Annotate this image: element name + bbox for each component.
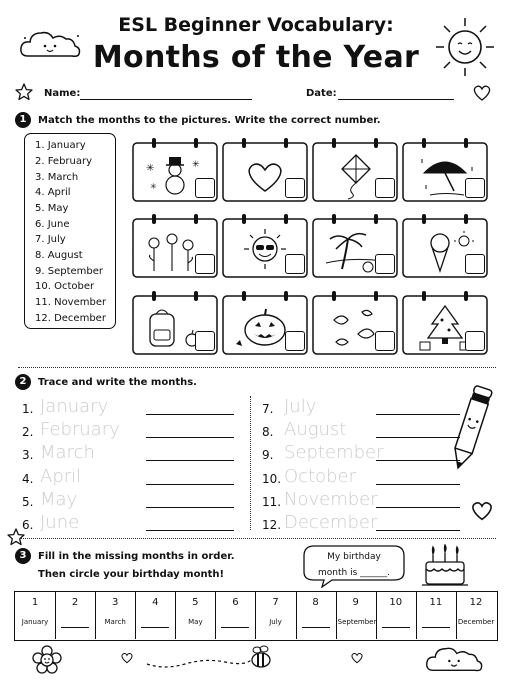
- list-item: 11. November: [35, 297, 107, 308]
- list-item: 6. June: [35, 219, 70, 230]
- write-line[interactable]: [376, 484, 460, 485]
- month-cell-label: September: [337, 618, 377, 626]
- answer-box[interactable]: [465, 178, 485, 198]
- trace-number: 5.: [22, 494, 34, 509]
- answer-box[interactable]: [375, 254, 395, 274]
- star-icon: [14, 82, 34, 102]
- calendar-picture-cell: [132, 137, 218, 201]
- calendar-picture-cell: [222, 290, 308, 354]
- month-cell[interactable]: [416, 592, 457, 639]
- section-2-number: 2: [15, 374, 31, 390]
- month-cell-label: January: [21, 618, 49, 626]
- month-list-box: [24, 133, 116, 329]
- trace-word: May: [40, 488, 78, 510]
- trace-number: 2.: [22, 425, 34, 440]
- heart-icon: [350, 652, 364, 664]
- calendar-picture-cell: [312, 213, 398, 277]
- month-cell-number: 4: [152, 597, 159, 608]
- write-line[interactable]: [376, 530, 460, 531]
- trace-word: July: [284, 396, 317, 417]
- month-blank-line[interactable]: [141, 627, 169, 628]
- month-cell[interactable]: [135, 592, 176, 639]
- trace-word: April: [40, 465, 82, 487]
- trace-word: October: [284, 465, 357, 487]
- month-cell-number: 7: [272, 597, 279, 608]
- list-item: 3. March: [35, 172, 79, 183]
- answer-box[interactable]: [465, 331, 485, 351]
- answer-box[interactable]: [285, 178, 305, 198]
- write-line[interactable]: [146, 530, 234, 531]
- trace-word: August: [284, 419, 347, 441]
- trace-number: 11.: [262, 494, 282, 509]
- month-cell[interactable]: [296, 592, 337, 639]
- calendar-picture-cell: [402, 137, 488, 201]
- answer-box[interactable]: [375, 331, 395, 351]
- date-input-line[interactable]: [338, 99, 454, 100]
- answer-box[interactable]: [195, 254, 215, 274]
- month-cell-number: 3: [112, 597, 119, 608]
- heart-icon: [472, 84, 492, 102]
- calendar-picture-cell: [312, 137, 398, 201]
- svg-text:✳: ✳: [192, 160, 200, 170]
- month-cell-number: 5: [192, 597, 199, 608]
- title-line-1: ESL Beginner Vocabulary:: [118, 14, 394, 36]
- month-cell-number: 10: [389, 597, 403, 608]
- calendar-picture-cell: [402, 213, 488, 277]
- flower-face-icon: [32, 645, 62, 675]
- write-line[interactable]: [146, 414, 234, 415]
- heart-icon: [120, 652, 134, 664]
- date-label: Date:: [306, 88, 337, 99]
- speech-bubble: [302, 544, 406, 588]
- pencil-icon: [446, 380, 496, 476]
- list-item: 9. September: [35, 266, 103, 277]
- bubble-text-2: month is ______.: [318, 568, 390, 578]
- list-item: 5. May: [35, 203, 69, 214]
- trace-row: [22, 488, 262, 513]
- list-item: 10. October: [35, 281, 95, 292]
- trace-word: September: [284, 442, 384, 464]
- page-title: Months of the Year: [92, 40, 420, 75]
- section-1-instruction: Match the months to the pictures. Write the correct number.: [38, 115, 381, 126]
- svg-text:✳: ✳: [150, 182, 157, 191]
- list-item: 8. August: [35, 250, 83, 261]
- section-3-instruction-1: Fill in the missing months in order.: [38, 551, 235, 562]
- month-cell[interactable]: [95, 592, 136, 639]
- trace-row: [22, 444, 262, 466]
- write-line[interactable]: [146, 484, 234, 485]
- answer-box[interactable]: [375, 178, 395, 198]
- write-line[interactable]: [146, 460, 234, 461]
- month-cell-label: March: [104, 618, 126, 626]
- calendar-picture-cell: [312, 290, 398, 354]
- month-cell-number: 1: [31, 597, 39, 608]
- month-cell[interactable]: [456, 592, 496, 639]
- trace-number: 9.: [262, 448, 274, 463]
- section-divider: [18, 538, 496, 539]
- section-divider: [18, 367, 496, 368]
- trace-word: March: [40, 442, 95, 464]
- write-line[interactable]: [146, 437, 234, 438]
- trace-word: February: [40, 419, 120, 441]
- month-cell-number: 12: [469, 597, 483, 608]
- section-1-number: 1: [15, 112, 31, 128]
- section-2-instruction: Trace and write the months.: [38, 377, 197, 388]
- list-item: 12. December: [35, 313, 106, 324]
- trace-number: 1.: [22, 402, 34, 416]
- trace-number: 7.: [262, 402, 274, 416]
- month-cell[interactable]: [175, 592, 216, 639]
- birthday-cake-icon: [420, 544, 470, 588]
- trace-row: [262, 514, 502, 536]
- month-cell-number: 11: [429, 597, 443, 608]
- trace-number: 4.: [22, 471, 34, 486]
- trace-row: [22, 421, 262, 443]
- bubble-text-1: My birthday: [327, 552, 381, 562]
- write-line[interactable]: [376, 507, 460, 508]
- month-cell[interactable]: [336, 592, 377, 639]
- month-cell[interactable]: [256, 592, 297, 639]
- month-blank-line[interactable]: [302, 627, 330, 628]
- answer-box[interactable]: [465, 254, 485, 274]
- trace-word: January: [40, 396, 109, 417]
- trace-number: 3.: [22, 448, 34, 463]
- trace-row: [22, 465, 262, 490]
- month-blank-line[interactable]: [382, 627, 410, 628]
- trace-word: November: [284, 488, 378, 510]
- name-input-line[interactable]: [80, 99, 252, 100]
- calendar-picture-cell: [132, 213, 218, 277]
- name-label: Name:: [44, 88, 81, 99]
- trace-number: 10.: [262, 471, 282, 486]
- svg-text:✳: ✳: [146, 163, 155, 174]
- month-cell-label: July: [269, 618, 282, 626]
- answer-box[interactable]: [195, 331, 215, 351]
- month-cell[interactable]: [215, 592, 256, 639]
- calendar-picture-cell: [132, 290, 218, 354]
- month-cell-number: 6: [232, 597, 239, 608]
- answer-box[interactable]: [285, 331, 305, 351]
- month-cell[interactable]: [15, 592, 56, 639]
- cloud-face-icon: [424, 644, 484, 676]
- calendar-picture-cell: [222, 137, 308, 201]
- answer-box[interactable]: [285, 254, 305, 274]
- section-3-number: 3: [15, 548, 31, 564]
- list-item: 1. January: [35, 140, 86, 151]
- month-cell-number: 2: [71, 597, 79, 608]
- section-3-instruction-2: Then circle your birthday month!: [38, 569, 225, 580]
- month-cell-number: 8: [312, 597, 319, 608]
- trace-word: June: [40, 512, 80, 533]
- trace-number: 12.: [262, 518, 282, 532]
- month-cell-label: December: [457, 618, 495, 626]
- month-blank-line[interactable]: [221, 627, 249, 628]
- trace-row: [22, 514, 262, 536]
- bee-flight-path-icon: [145, 644, 275, 674]
- trace-row: [262, 488, 502, 513]
- list-item: 2. February: [35, 156, 93, 167]
- answer-box[interactable]: [195, 178, 215, 198]
- trace-number: 8.: [262, 425, 274, 440]
- calendar-picture-cell: [402, 290, 488, 354]
- month-cell-number: 9: [352, 597, 359, 608]
- month-cell[interactable]: [376, 592, 417, 639]
- month-order-table: [14, 591, 498, 641]
- month-blank-line[interactable]: [61, 627, 89, 628]
- month-cell-label: May: [188, 618, 203, 626]
- calendar-picture-cell: [222, 213, 308, 277]
- trace-word: December: [284, 512, 378, 533]
- heart-icon: [470, 500, 494, 522]
- write-line[interactable]: [146, 507, 234, 508]
- month-cell[interactable]: [55, 592, 96, 639]
- trace-row: [22, 398, 262, 420]
- star-icon: [6, 527, 26, 547]
- list-item: 4. April: [35, 187, 71, 198]
- list-item: 7. July: [35, 234, 66, 245]
- trace-number: 6.: [22, 518, 34, 532]
- month-blank-line[interactable]: [422, 627, 450, 628]
